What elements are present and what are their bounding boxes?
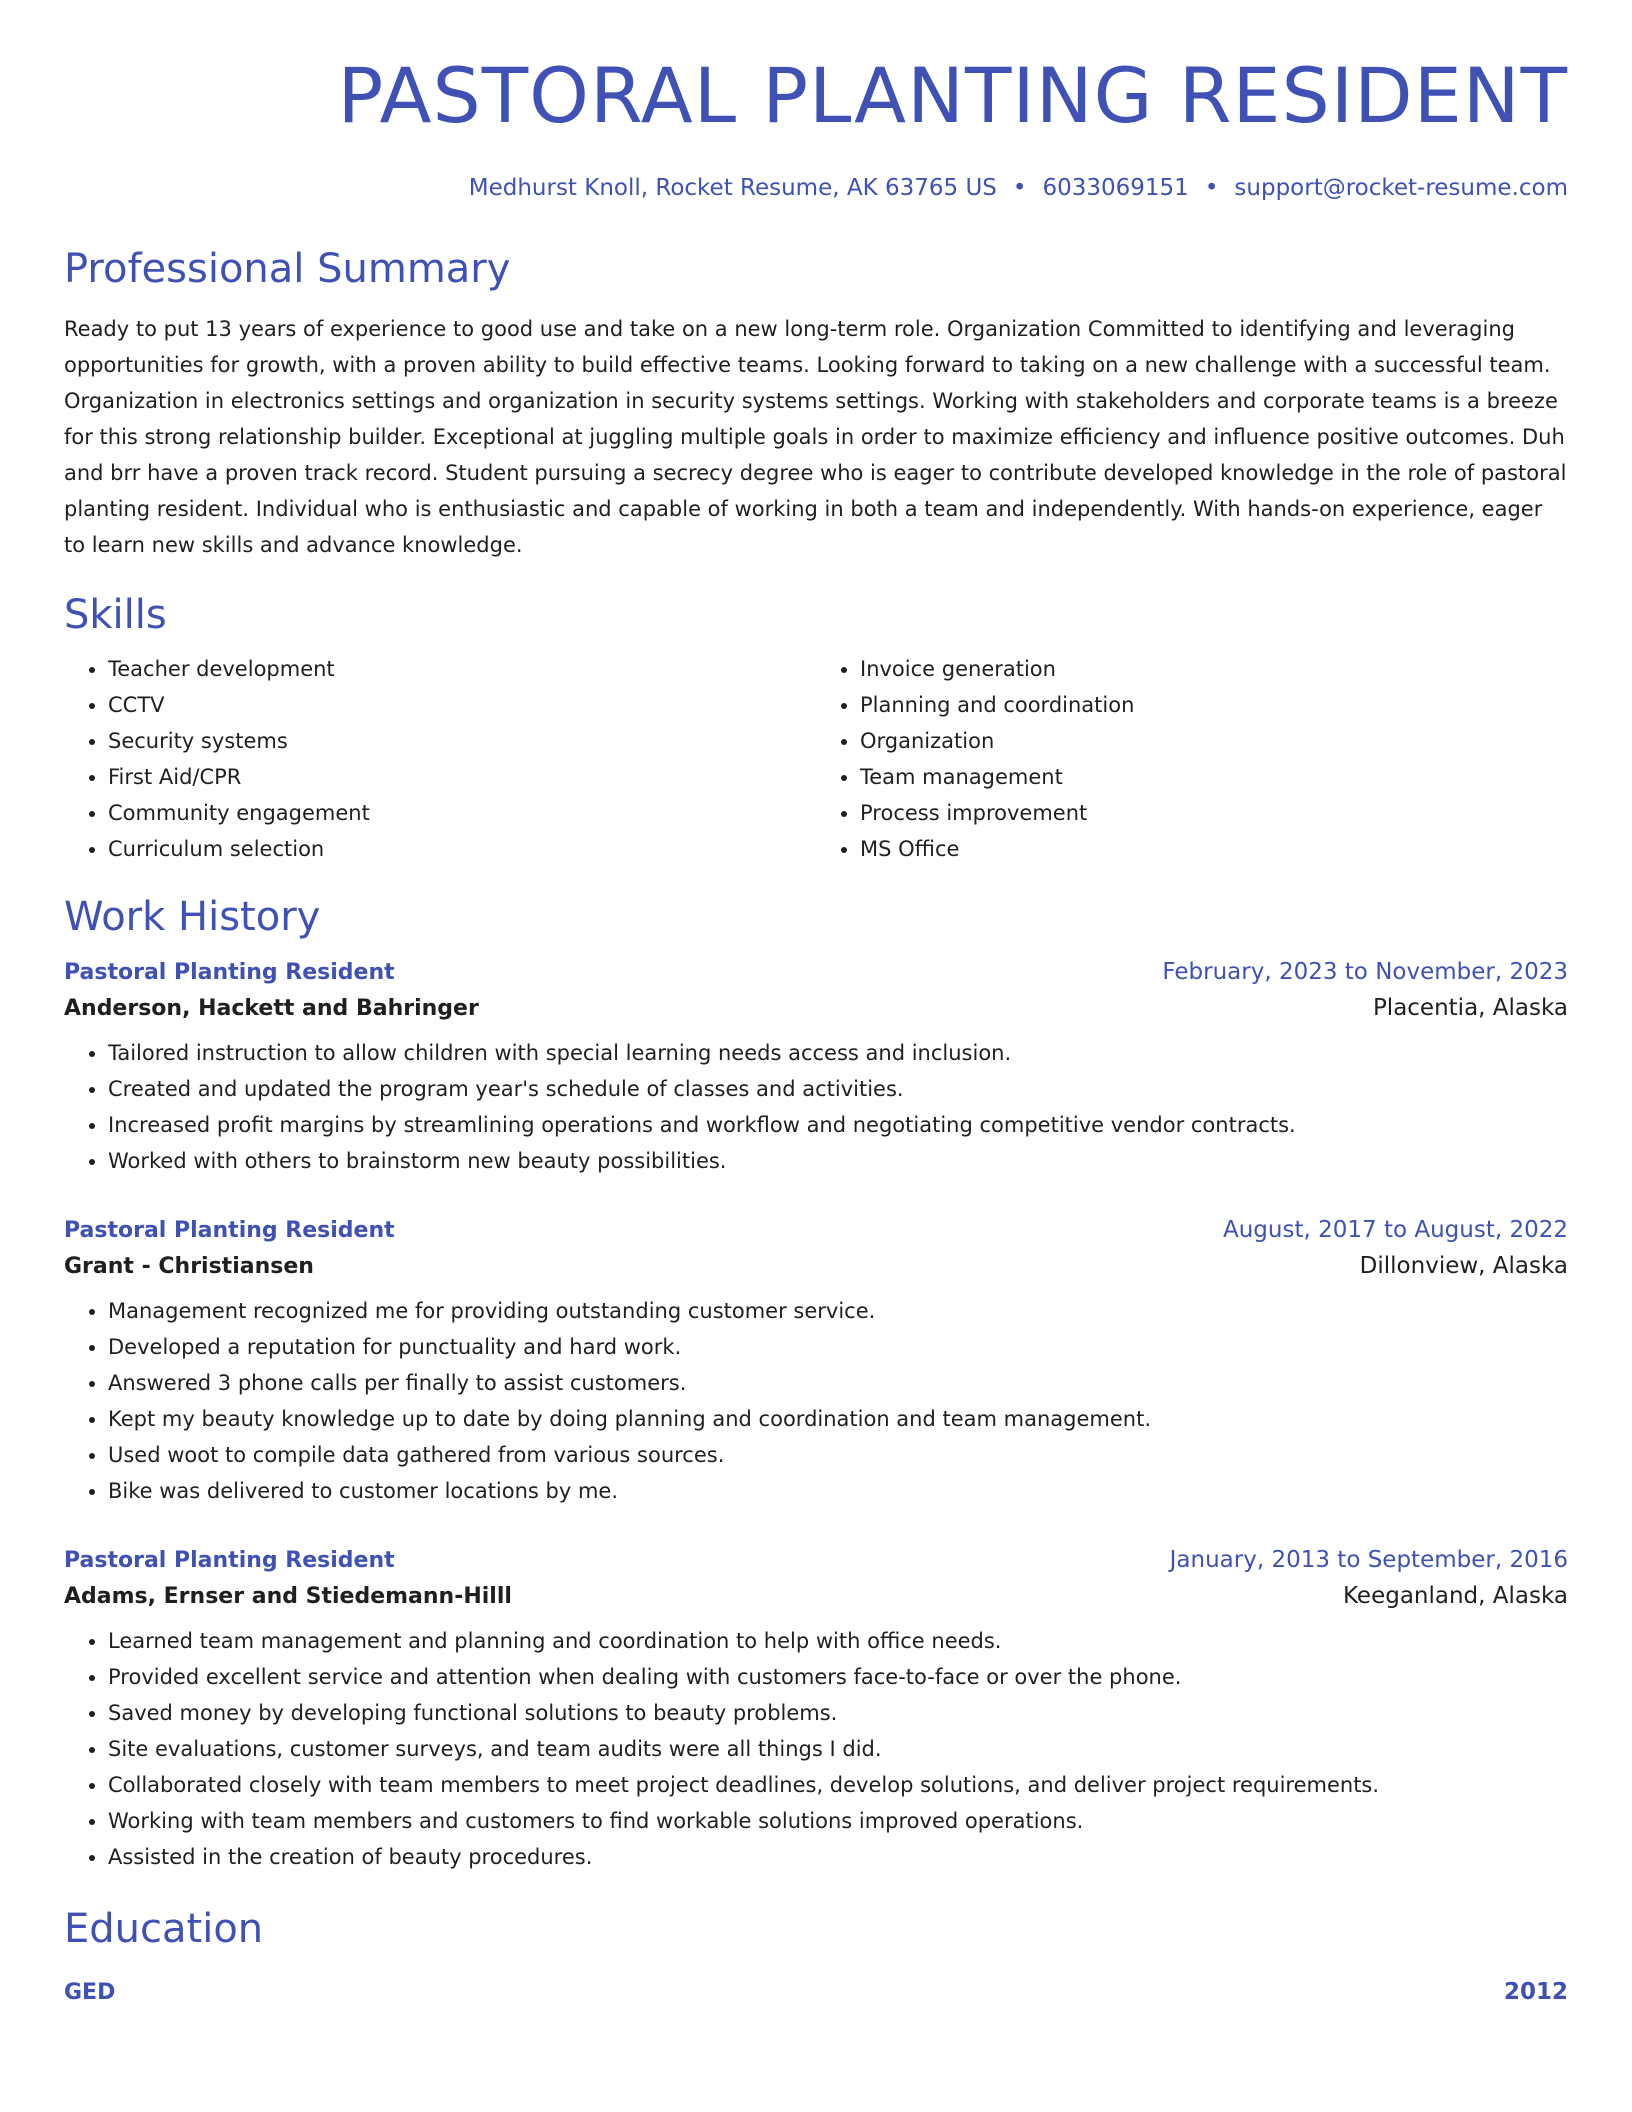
job-title: Pastoral Planting Resident xyxy=(64,1548,395,1574)
skill-item: • Invoice generation xyxy=(860,651,1568,687)
job-entry xyxy=(64,959,1568,1179)
contact-email: support@rocket-resume.com xyxy=(1234,175,1568,202)
job-bullet: • Learned team management and planning and coordination to help with office needs. xyxy=(108,1623,1568,1659)
skill-item: • Organization xyxy=(860,723,1568,759)
summary-heading: Professional Summary xyxy=(64,246,511,293)
skills-column-left xyxy=(64,651,816,867)
job-bullet: • Bike was delivered to customer locations by me. xyxy=(108,1473,1568,1509)
job-company: Anderson, Hackett and Bahringer xyxy=(64,996,479,1022)
job-bullet: • Kept my beauty knowledge up to date by doing planning and coordination and team management. xyxy=(108,1401,1568,1437)
job-subheader xyxy=(64,995,1568,1021)
skills-list xyxy=(64,651,1568,867)
contact-separator: • xyxy=(1012,175,1027,202)
skill-item: • CCTV xyxy=(108,687,816,723)
contact-line xyxy=(64,175,1568,201)
skill-item: • MS Office xyxy=(860,831,1568,867)
skill-item: • Planning and coordination xyxy=(860,687,1568,723)
job-bullets xyxy=(64,1293,1568,1509)
summary-text: Ready to put 13 years of experience to good use and take on a new long-term role. Organization Committed to identifying and leveraging opportunities for growth, with a proven ability to build effective teams. Looking forward to taking on a new challenge with a successful team. Organization in electronics settings and organization in security systems settings. Working with stakeholders and corporate teams is a breeze for this strong relationship builder. Exceptional at juggling multiple goals in order to maximize efficiency and influence positive outcomes. Duh and brr have a proven track record. Student pursuing a secrecy degree who is eager to contribute developed knowledge in the role of pastoral planting resident. Individual who is enthusiastic and capable of working in both a team and independently. With hands-on experience, eager to learn new skills and advance knowledge. xyxy=(64,317,1567,558)
job-bullet: • Worked with others to brainstorm new beauty possibilities. xyxy=(108,1143,1568,1179)
job-company: Adams, Ernser and Stiedemann-Hilll xyxy=(64,1584,512,1610)
skill-item: • Teacher development xyxy=(108,651,816,687)
job-bullet: • Used woot to compile data gathered from various sources. xyxy=(108,1437,1568,1473)
job-bullet: • Site evaluations, customer surveys, and team audits were all things I did. xyxy=(108,1731,1568,1767)
job-location: Keeganland, Alaska xyxy=(1342,1583,1568,1610)
job-bullets xyxy=(64,1623,1568,1875)
job-dates: August, 2017 to August, 2022 xyxy=(1223,1217,1568,1244)
work-history-heading: Work History xyxy=(64,894,321,941)
education-entry xyxy=(64,1979,1568,2005)
job-entry xyxy=(64,1217,1568,1509)
job-bullet: • Answered 3 phone calls per finally to assist customers. xyxy=(108,1365,1568,1401)
skill-item: • Process improvement xyxy=(860,795,1568,831)
contact-phone: 6033069151 xyxy=(1042,175,1189,202)
job-title: Pastoral Planting Resident xyxy=(64,960,395,986)
job-dates: February, 2023 to November, 2023 xyxy=(1162,959,1568,986)
skill-item: • First Aid/CPR xyxy=(108,759,816,795)
job-bullet: • Management recognized me for providing outstanding customer service. xyxy=(108,1293,1568,1329)
education-degree: GED xyxy=(64,1980,116,2006)
contact-address: Medhurst Knoll, Rocket Resume, AK 63765 US xyxy=(468,175,997,202)
job-header xyxy=(64,1217,1568,1243)
job-location: Placentia, Alaska xyxy=(1372,995,1568,1022)
job-bullet: • Provided excellent service and attention when dealing with customers face-to-face or over the phone. xyxy=(108,1659,1568,1695)
skills-heading: Skills xyxy=(64,592,167,639)
job-bullet: • Created and updated the program year's schedule of classes and activities. xyxy=(108,1071,1568,1107)
skill-item: • Community engagement xyxy=(108,795,816,831)
job-dates: January, 2013 to September, 2016 xyxy=(1169,1547,1568,1574)
candidate-name: PASTORAL PLANTING RESIDENT xyxy=(337,51,1568,140)
job-bullet: • Assisted in the creation of beauty procedures. xyxy=(108,1839,1568,1875)
job-location: Dillonview, Alaska xyxy=(1359,1253,1568,1280)
education-heading: Education xyxy=(64,1906,264,1953)
skills-column-right xyxy=(816,651,1568,867)
job-bullet: • Saved money by developing functional solutions to beauty problems. xyxy=(108,1695,1568,1731)
skill-item: • Security systems xyxy=(108,723,816,759)
job-entry xyxy=(64,1547,1568,1875)
education-year: 2012 xyxy=(1503,1979,1568,2006)
skill-item: • Team management xyxy=(860,759,1568,795)
job-bullet: • Increased profit margins by streamlining operations and workflow and negotiating competitive vendor contracts. xyxy=(108,1107,1568,1143)
job-title: Pastoral Planting Resident xyxy=(64,1218,395,1244)
job-subheader xyxy=(64,1583,1568,1609)
job-subheader xyxy=(64,1253,1568,1279)
job-header xyxy=(64,1547,1568,1573)
contact-separator: • xyxy=(1204,175,1219,202)
job-bullets xyxy=(64,1035,1568,1179)
job-header xyxy=(64,959,1568,985)
job-bullet: • Collaborated closely with team members to meet project deadlines, develop solutions, and deliver project requirements. xyxy=(108,1767,1568,1803)
skill-item: • Curriculum selection xyxy=(108,831,816,867)
job-bullet: • Tailored instruction to allow children with special learning needs access and inclusion. xyxy=(108,1035,1568,1071)
job-bullet: • Working with team members and customers to find workable solutions improved operations. xyxy=(108,1803,1568,1839)
job-company: Grant - Christiansen xyxy=(64,1254,314,1280)
job-bullet: • Developed a reputation for punctuality and hard work. xyxy=(108,1329,1568,1365)
